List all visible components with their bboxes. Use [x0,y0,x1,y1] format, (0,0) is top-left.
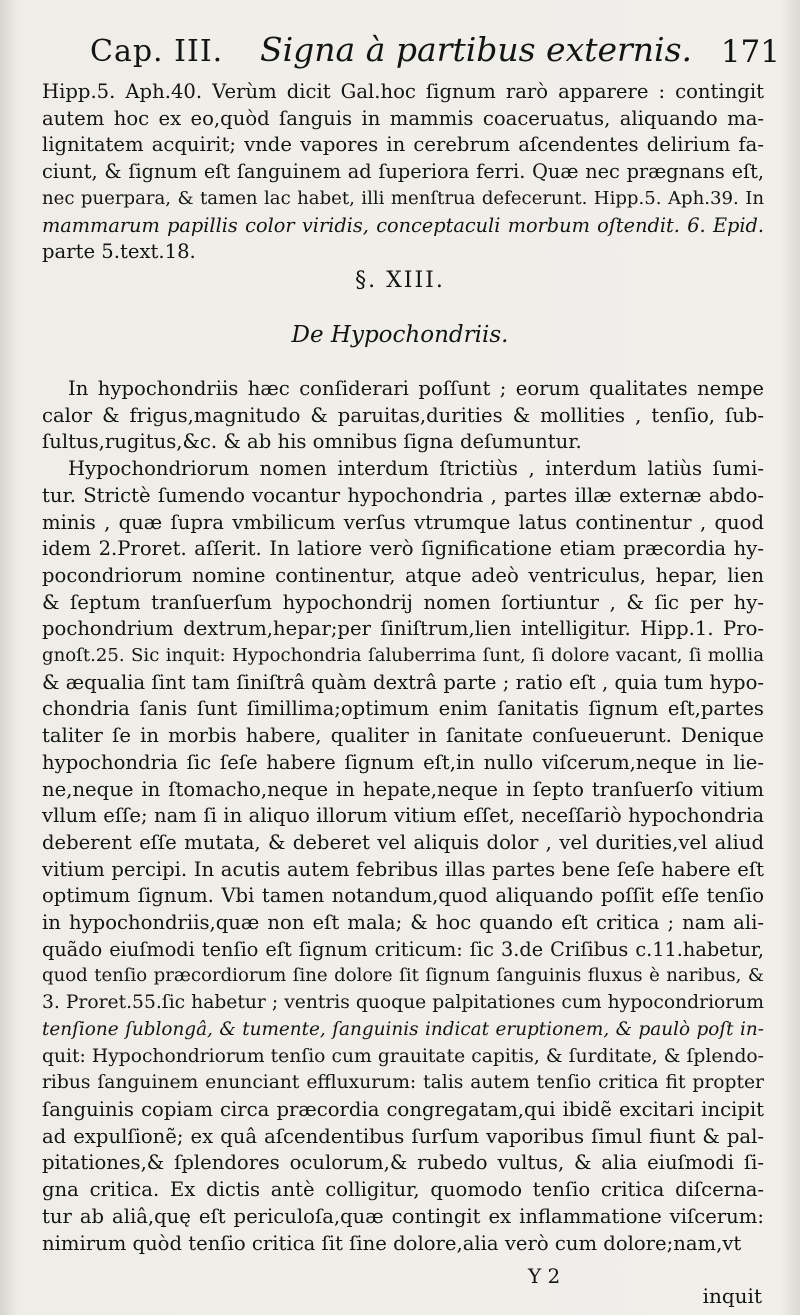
catchword: inquit [702,1284,762,1308]
text-line: tenſione ſublongâ, & tumente, ſanguinis indicat eruptionem, & paulò poſt in- [42,1018,764,1040]
section-title: De Hypochondriis. [291,322,509,348]
text-line: deberent eſſe mutata, & deberet vel aliquis dolor , vel durities,vel aliud [42,830,764,854]
main-text [42,376,764,1257]
text-line: In hypochondriis hæc conſiderari poſſunt ; eorum qualitates nempe [68,377,764,400]
text-line: lignitatem acquirit; vnde vapores in cerebrum aſcendentes delirium fa- [42,133,764,157]
chapter-label: Cap. III. [90,34,224,69]
text-line: parte 5.text.18. [42,240,196,264]
text-line: pitationes,& ſplendores oculorum,& rubedo vultus, & alia eiuſmodi ſi- [42,1151,764,1175]
page-number: 171 [720,34,780,70]
text-line: gnoſt.25. Sic inquit: Hypochondria ſaluberrima ſunt, ſi dolore vacant, ſi mollia [42,645,764,667]
text-line: pocondriorum nomine continentur, atque adeò ventriculus, hepar, lien [42,563,764,587]
text-line: autem hoc ex eo,quòd ſanguis in mammis coaceruatus, aliquando ma- [42,106,764,130]
text-line: chondria ſanis ſunt ſimillima;optimum enim ſanitatis ſignum eſt,partes [42,697,764,721]
text-line: tur ab aliâ,quę eſt periculoſa,quæ contingit ex inflammatione viſcerum: [42,1204,764,1228]
text-line: ad expulſionẽ; ex quâ aſcendentibus ſurſum vaporibus ſimul fiunt & pal- [42,1124,764,1148]
text-line: vitium percipi. In acutis autem febribus illas partes bene ſeſe habere eſt [42,857,764,881]
text-line: mammarum papillis color viridis, conceptaculi morbum oſtendit. 6. Epid. [42,213,764,237]
text-line: optimum ſignum. Vbi tamen notandum,quod aliquando poſſit eſſe tenſio [42,884,764,908]
running-header [90,30,780,86]
text-line: gna critica. Ex dictis antè colligitur, quomodo tenſio critica diſcerna- [42,1178,764,1202]
text-line: nimirum quòd tenſio critica ſit ſine dolore,alia verò cum dolore;nam,vt [42,1231,742,1255]
continued-paragraph [42,79,764,266]
text-line: pochondrium dextrum,hepar;per ſiniſtrum,lien intelligitur. Hipp.1. Pro- [42,617,764,641]
text-line: ribus ſanguinem enunciant effluxurum: talis autem tenſio critica fit propter [42,1072,764,1094]
text-line: ciunt, & ſignum eſt ſanguinem ad ſuperiora ferri. Quæ nec prægnans eſt, [42,160,764,184]
text-line: 3. Proret.55.ſic habetur ; ventris quoque palpitationes cum hypocondriorum [42,992,764,1014]
text-line: quod tenſio præcordiorum ſine dolore ſit ſignum ſanguinis fluxus è naribus, & [42,965,764,987]
text-line: & ſeptum tranſuerſum hypochondrij nomen ſortiuntur , & ſic per hy- [42,590,764,614]
text-line: ſultus,rugitus,&c. & ab his omnibus ſigna deſumuntur. [42,430,582,454]
text-line: taliter ſe in morbis habere, qualiter in ſanitate conſueuerunt. Denique [42,724,764,748]
text-line: ne,neque in ſtomacho,neque in hepate,neque in ſepto tranſuerſo vitium [42,777,764,801]
text-line: hypochondria ſic ſeſe habere ſignum eſt,in nullo viſcerum,neque in lie- [42,750,764,774]
text-line: Hypochondriorum nomen interdum ſtrictiùs , interdum latiùs ſumi- [68,457,764,481]
text-line: vllum eſſe; nam ſi in aliquo illorum vitium eſſet, neceſſariò hypochondria [42,804,764,828]
text-line: & æqualia ſint tam ſiniſtrâ quàm dextrâ parte ; ratio eſt , quia tum hypo- [42,670,764,694]
text-line: minis , quæ ſupra vmbilicum verſus vtrumque latus continentur , quod [42,510,764,534]
text-line: calor & frigus,magnitudo & paruitas,durities & mollities , tenſio, ſub- [42,403,764,427]
text-line: Hipp.5. Aph.40. Verùm dicit Gal.hoc ſignum rarò apparere : contingit [42,80,764,103]
text-line: quãdo eiuſmodi tenſio eſt ſignum criticum: ſic 3.de Criſibus c.11.habetur, [42,937,764,961]
page-footer [0,1262,800,1308]
text-line: ſanguinis copiam circa præcordia congregatam,qui ibidẽ excitari incipit [42,1097,764,1121]
text-line: tur. Strictè ſumendo vocantur hypochondria , partes illæ externæ abdo- [42,483,764,507]
text-line: idem 2.Proret. aſſerit. In latiore verò ſignificatione etiam præcordia hy- [42,537,764,561]
text-line: in hypochondriis,quæ non eſt mala; & hoc quando eſt critica ; nam ali- [42,911,764,935]
text-line: nec puerpara, & tamen lac habet, illi menſtrua defecerunt. Hipp.5. Aph.39. In [42,187,764,209]
section-number: §. XIII. [355,268,445,293]
signature-mark: Y 2 [528,1264,561,1288]
running-title: Signa à partibus externis. [260,30,692,69]
text-line: quit: Hypochondriorum tenſio cum grauitate capitis, & ſurditate, & ſplendo- [42,1045,764,1067]
